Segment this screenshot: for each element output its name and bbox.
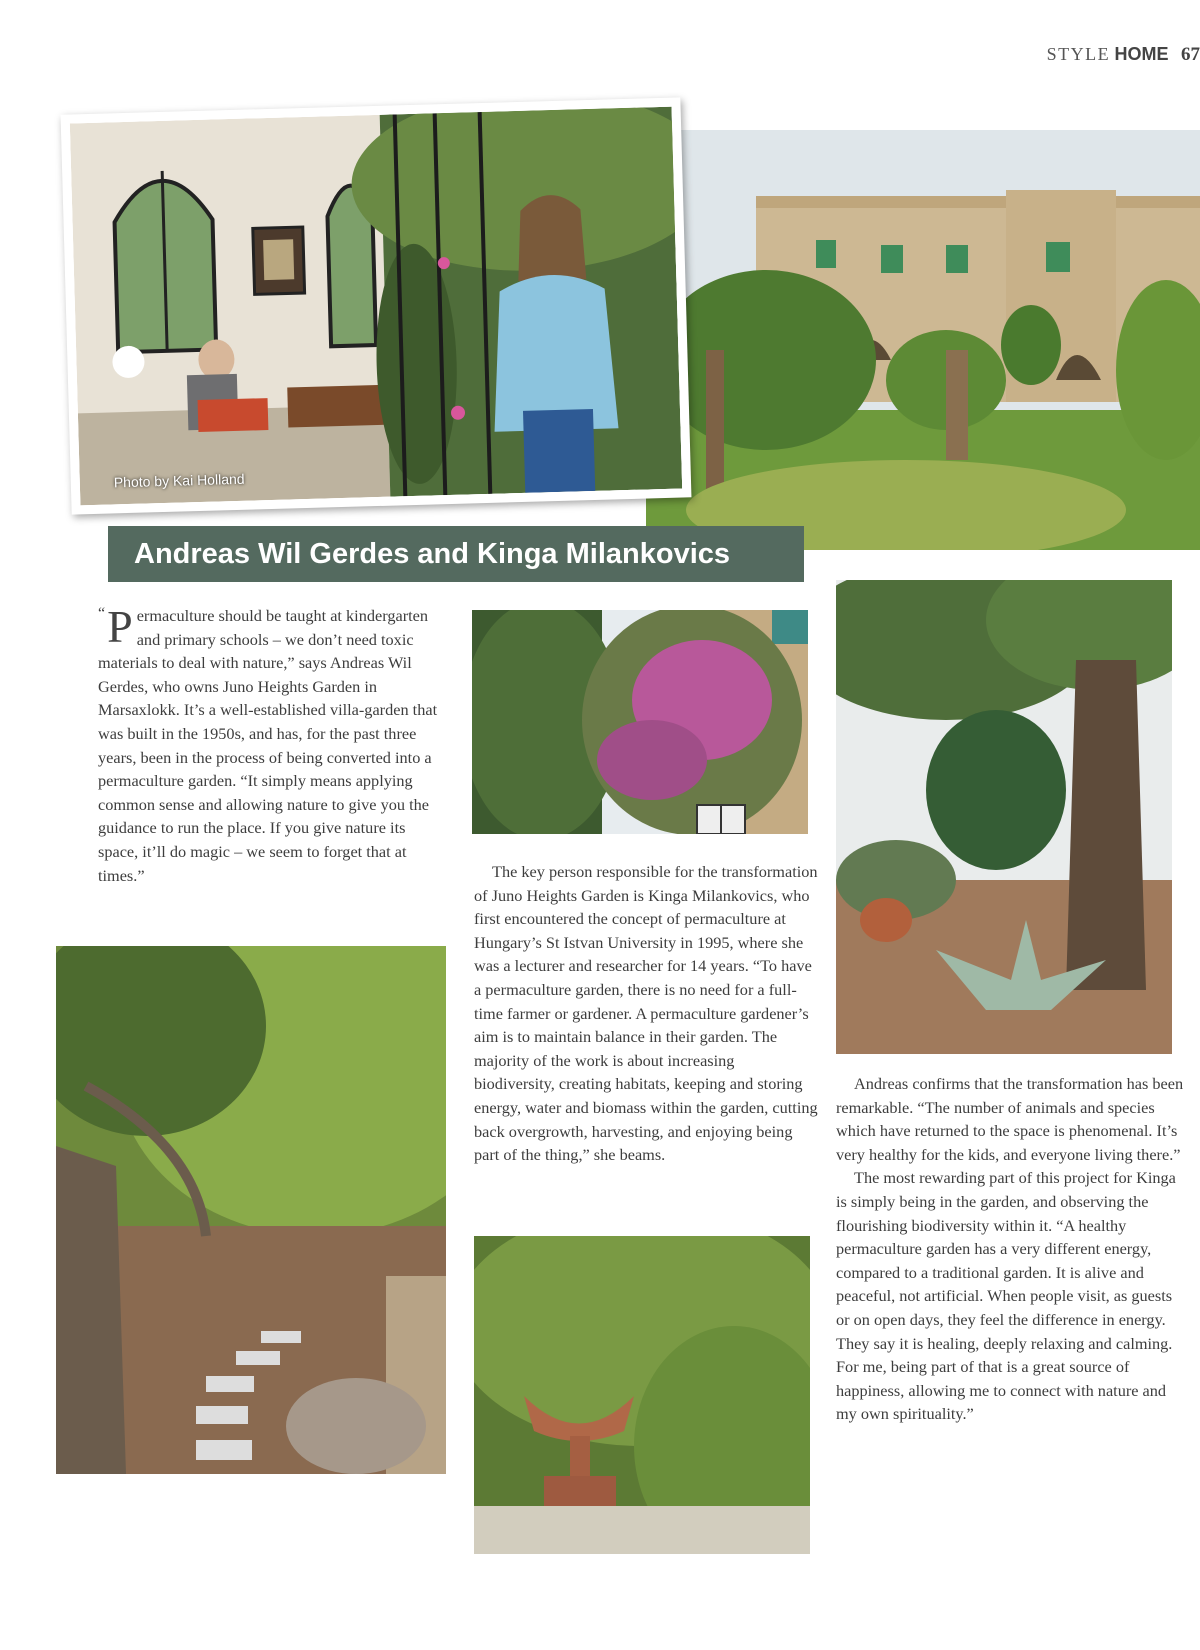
middle-column (474, 860, 818, 1167)
page-number: 67 (1181, 44, 1200, 65)
intro-text: ermaculture should be taught at kindergarten and primary schools – we don’t need toxic materials to deal with nature,” says Andreas Wil Gerdes, who owns Juno Heights Garden in Marsaxlokk. It’s a well-established villa-garden that was built in the 1950s, and has, for the past three years, been in the process of being converted into a permaculture garden. “It simply means applying common sense and allowing nature to give you the guidance to run the place. If you give nature its space, it’ll do magic – we seem to forget that at times.” (98, 606, 438, 885)
right-paragraph-2: The most rewarding part of this project for Kinga is simply being in the garden, and observing the flourishing biodiversity within it. “A healthy permaculture garden has a very different energy, compared to a traditional garden. It is alive and peaceful, not artificial. When people visit, as guests or on open days, they feel the difference in energy. They say it is healing, deeply relaxing and calming. For me, being part of that is a great source of happiness, allowing me to connect with nature and my own spirituality.” (836, 1168, 1176, 1424)
article-title: Andreas Wil Gerdes and Kinga Milankovics (134, 537, 731, 570)
page-header (880, 44, 1200, 66)
header-section: STYLE (1046, 44, 1111, 64)
photo-credit: Photo by Kai Holland (113, 470, 245, 491)
intro-column (98, 601, 440, 887)
header-subsection: HOME (1114, 44, 1169, 64)
bougainvillea-photo (472, 610, 808, 834)
garden-path-photo (56, 946, 446, 1474)
urn-palm-photo (474, 1236, 810, 1554)
portrait-photo-card (61, 97, 692, 514)
intro-drop-cap: P (107, 601, 133, 652)
intro-open-quote: “ (98, 605, 106, 622)
portrait-photo (70, 107, 682, 506)
palm-garden-photo (836, 580, 1172, 1054)
villa-photo (646, 130, 1200, 550)
right-paragraph-1: Andreas confirms that the transformation has been remarkable. “The number of animals and species which have returned to the space is phenomenal. It’s very healthy for the kids, and everyone living there.” (836, 1074, 1184, 1164)
intro-paragraph (98, 601, 440, 887)
middle-paragraph: The key person responsible for the transformation of Juno Heights Garden is Kinga Milankovics, who first encountered the concept of permaculture at Hungary’s St Istvan University in 1995, where she was a lecturer and researcher for 14 years. “To have a permaculture garden, there is no need for a full-time farmer or gardener. A permaculture gardener’s aim is to maintain balance in their garden. The majority of the work is about increasing biodiversity, creating habitats, keeping and storing energy, water and biomass within the garden, cutting back overgrowth, harvesting, and enjoying being part of the thing,” she beams. (474, 862, 818, 1165)
right-column (836, 1072, 1186, 1426)
article-title-bar (108, 526, 804, 582)
